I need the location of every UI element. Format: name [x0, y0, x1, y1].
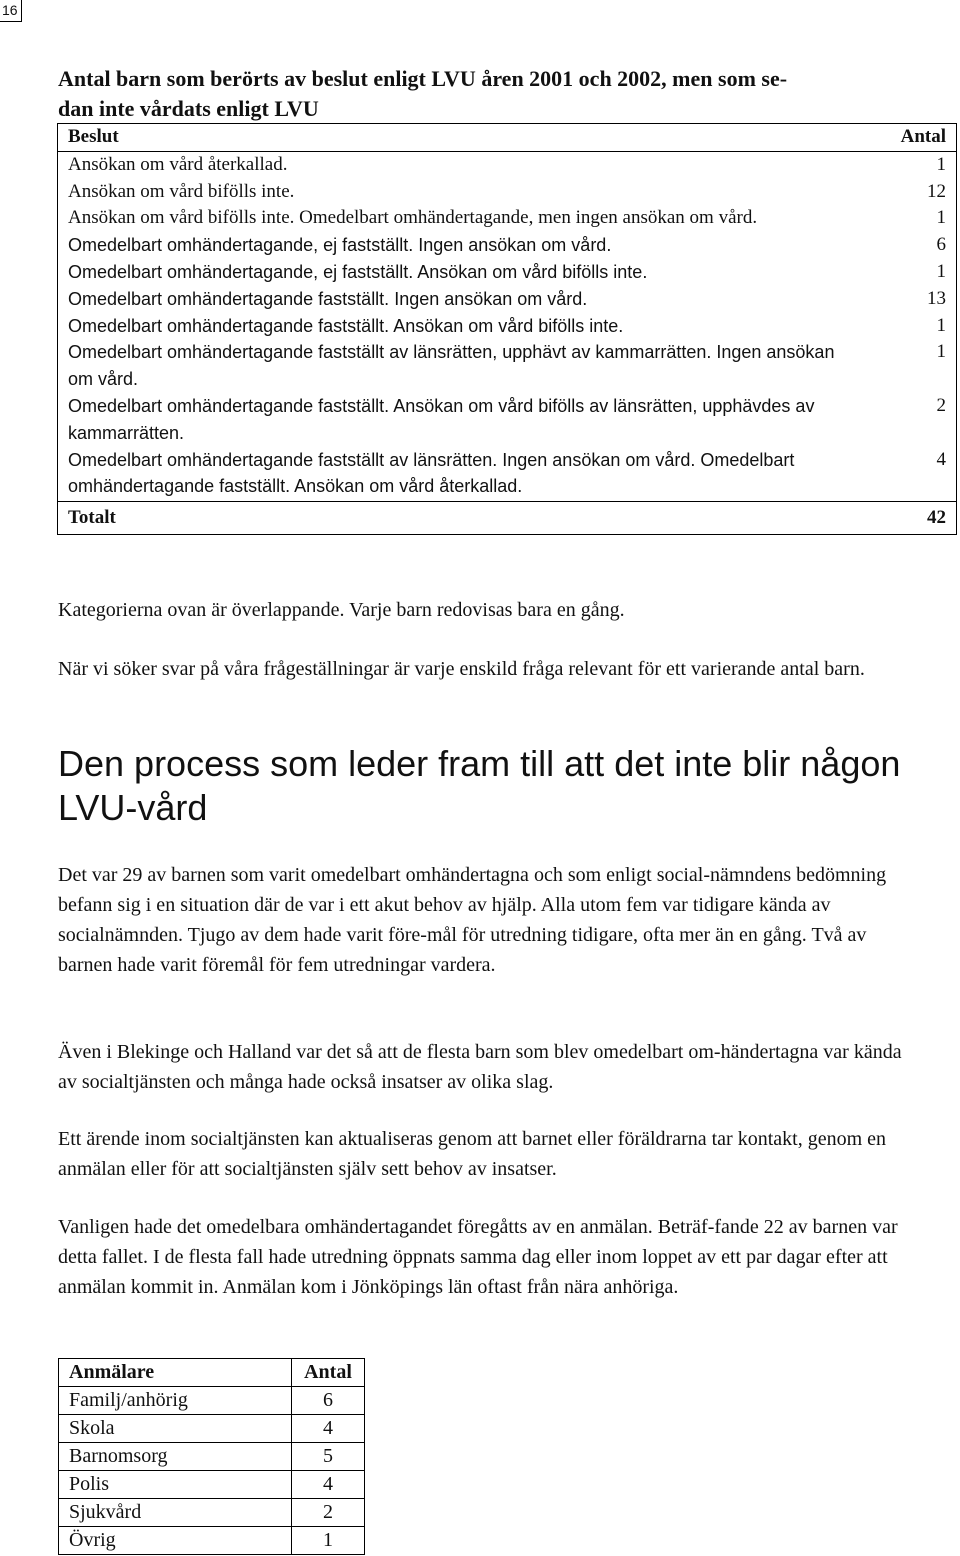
decision-table [57, 123, 957, 535]
table-row [58, 151, 957, 178]
row-count: 6 [292, 1387, 365, 1415]
row-label: Polis [59, 1471, 292, 1499]
row-label: Omedelbart omhändertagande, ej fastställt. Ingen ansökan om vård. [58, 232, 849, 259]
paragraph: Även i Blekinge och Halland var det så att de flesta barn som blev omedelbart om-händertagna var kända av socialtjänsten och många hade också insatser av olika slag. [58, 1041, 902, 1093]
row-count: 4 [292, 1471, 365, 1499]
row-label: Omedelbart omhändertagande fastställt. Ansökan om vård bifölls inte. [58, 313, 849, 340]
table-row [59, 1527, 365, 1555]
table-row [58, 259, 957, 286]
table-row [58, 313, 957, 340]
table-title: Antal barn som berörts av beslut enligt LVU åren 2001 och 2002, men som se- dan inte vårdats enligt LVU [58, 66, 788, 121]
table-row [59, 1415, 365, 1443]
table-row [58, 205, 957, 232]
row-label: Omedelbart omhändertagande, ej fastställt. Ansökan om vård bifölls inte. [58, 259, 849, 286]
row-label: Omedelbart omhändertagande fastställt. Ingen ansökan om vård. [58, 286, 849, 313]
row-count: 2 [848, 393, 957, 447]
row-count: 12 [848, 179, 957, 206]
table-row [58, 179, 957, 206]
row-label: Familj/anhörig [59, 1387, 292, 1415]
paragraph: Ett ärende inom socialtjänsten kan aktualiseras genom att barnet eller föräldrarna tar kontakt, genom en anmälan eller för att socialtjänsten själv sett behov av insatser. [58, 1128, 887, 1180]
row-label: Skola [59, 1415, 292, 1443]
table-row [58, 447, 957, 502]
row-label: Omedelbart omhändertagande fastställt av länsrätten, upphävt av kammarrätten. Ingen ansökan om vård. [58, 339, 849, 393]
row-label: Omedelbart omhändertagande fastställt av länsrätten. Ingen ansökan om vård. Omedelbart omhändertagande fastställt. Ansökan om vård återkallad. [58, 447, 849, 502]
overlap-note: Kategorierna ovan är överlappande. Varje barn redovisas bara en gång. [58, 599, 625, 621]
row-label: Ansökan om vård bifölls inte. Omedelbart omhändertagande, men ingen ansökan om vård. [58, 205, 849, 232]
row-count: 4 [848, 447, 957, 502]
row-count: 1 [848, 313, 957, 340]
row-count: 1 [292, 1527, 365, 1555]
row-label: Omedelbart omhändertagande fastställt. Ansökan om vård bifölls av länsrätten, upphävdes av kammarrätten. [58, 393, 849, 447]
reporter-table [58, 1358, 365, 1555]
row-count: 4 [292, 1415, 365, 1443]
row-label: Ansökan om vård återkallad. [58, 151, 849, 178]
total-label: Totalt [58, 502, 849, 535]
table-row [59, 1471, 365, 1499]
paragraph: Vanligen hade det omedelbara omhändertagandet föregåtts av en anmälan. Beträf-fande 22 av barnen var detta fallet. I de flesta fall hade utredning öppnats samma dag eller inom loppet av ett par dagar efter att anmälan kommit in. Anmälan kom i Jönköpings län oftast från nära anhöriga. [58, 1216, 898, 1298]
paragraph: Det var 29 av barnen som varit omedelbart omhändertagna och som enligt social-nämndens bedömning befann sig i en situation där de var i ett akut behov av hjälp. Alla utom fem var tidigare kända av socialnämnden. Tjugo av dem hade varit före-mål för utredning tidigare, ofta mer än en gång. Två av barnen hade varit föremål för fem utredningar vardera. [58, 864, 887, 976]
row-count: 13 [848, 286, 957, 313]
column-header-antal: Antal [848, 124, 957, 152]
row-count: 2 [292, 1499, 365, 1527]
row-count: 1 [848, 339, 957, 393]
decision-table-header [58, 124, 957, 152]
table-row [59, 1387, 365, 1415]
relevance-note: När vi söker svar på våra frågeställningar är varje enskild fråga relevant för ett varierande antal barn. [58, 658, 865, 680]
table-row [58, 286, 957, 313]
total-count: 42 [848, 502, 957, 535]
page-number: 16 [0, 0, 22, 22]
row-count: 6 [848, 232, 957, 259]
section-heading: Den process som leder fram till att det inte blir någon LVU-vård [58, 743, 901, 828]
reporter-table-header [59, 1359, 365, 1387]
row-count: 5 [292, 1443, 365, 1471]
table-row [58, 232, 957, 259]
table-row [59, 1499, 365, 1527]
total-row [58, 502, 957, 535]
row-label: Övrig [59, 1527, 292, 1555]
table-row [58, 393, 957, 447]
row-label: Sjukvård [59, 1499, 292, 1527]
column-header-anmalare: Anmälare [59, 1359, 292, 1387]
row-label: Barnomsorg [59, 1443, 292, 1471]
column-header-beslut: Beslut [58, 124, 849, 152]
row-label: Ansökan om vård bifölls inte. [58, 179, 849, 206]
table-row [58, 339, 957, 393]
row-count: 1 [848, 259, 957, 286]
row-count: 1 [848, 205, 957, 232]
table-row [59, 1443, 365, 1471]
row-count: 1 [848, 151, 957, 178]
column-header-antal: Antal [292, 1359, 365, 1387]
